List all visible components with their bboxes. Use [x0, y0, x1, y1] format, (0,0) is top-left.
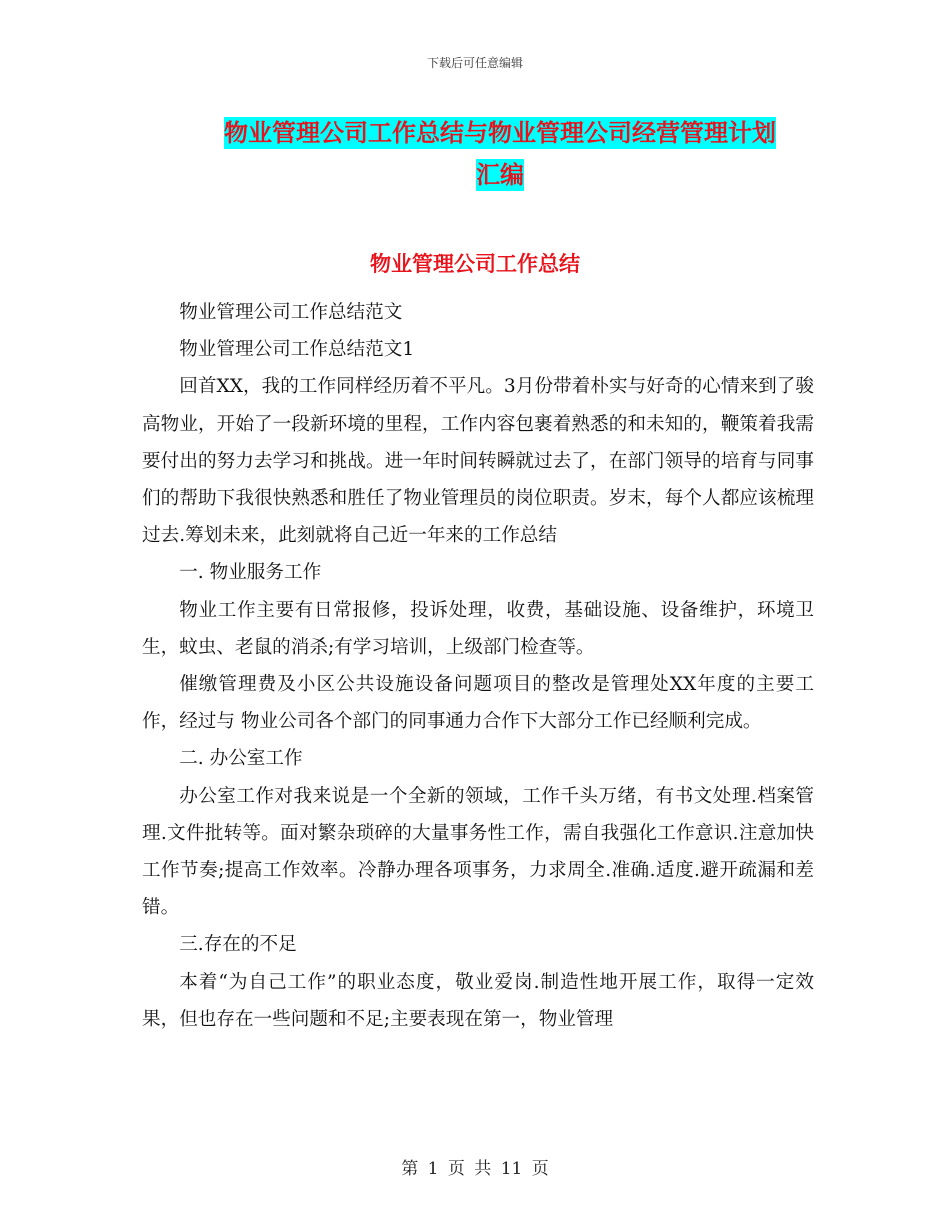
paragraph: 办公室工作对我来说是一个全新的领域，工作千头万绪，有书文处理.档案管理.文件批转等。面对繁杂琐碎的大量事务性工作，需自我强化工作意识.注意加快工作节奏;提高工作效率。冷静办理各项事务，力求周全.准确.适度.避开疏漏和差错。 — [142, 785, 814, 919]
document-title — [190, 112, 810, 196]
paragraph: 本着“为自己工作”的职业态度，敬业爱岗.制造性地开展工作，取得一定效果，但也存在一些问题和不足;主要表现在第一，物业管理 — [142, 971, 814, 1030]
paragraph: 三.存在的不足 — [179, 934, 297, 956]
page-footer: 第 1 页 共 11 页 — [401, 1159, 549, 1179]
document-title-line2: 汇编 — [476, 161, 524, 189]
document-title-line1: 物业管理公司工作总结与物业管理公司经营管理计划 — [224, 119, 776, 147]
paragraph: 一. 物业服务工作 — [179, 562, 322, 584]
paragraph: 物业管理公司工作总结范文 — [179, 302, 403, 323]
section-title: 物业管理公司工作总结 — [370, 252, 580, 276]
header-note: 下载后可任意编辑 — [426, 56, 523, 70]
paragraph: 催缴管理费及小区公共设施设备问题项目的整改是管理处XX年度的主要工作，经过与 物业公司各个部门的同事通力合作下大部分工作已经顺利完成。 — [142, 674, 814, 733]
body-text — [142, 294, 814, 1038]
paragraph: 物业管理公司工作总结范文1 — [179, 339, 415, 361]
paragraph: 物业工作主要有日常报修，投诉处理，收费，基础设施、设备维护，环境卫生，蚊虫、老鼠的消杀;有学习培训，上级部门检查等。 — [142, 599, 814, 658]
paragraph: 回首XX，我的工作同样经历着不平凡。3月份带着朴实与好奇的心情来到了骏高物业，开始了一段新环境的里程，工作内容包裹着熟悉的和未知的，鞭策着我需要付出的努力去学习和挑战。进一年时间转瞬就过去了，在部门领导的培育与同事们的帮助下我很快熟悉和胜任了物业管理员的岗位职责。岁末，每个人都应该梳理过去.筹划未来，此刻就将自己近一年来的工作总结 — [142, 376, 814, 547]
paragraph: 二. 办公室工作 — [179, 748, 303, 770]
